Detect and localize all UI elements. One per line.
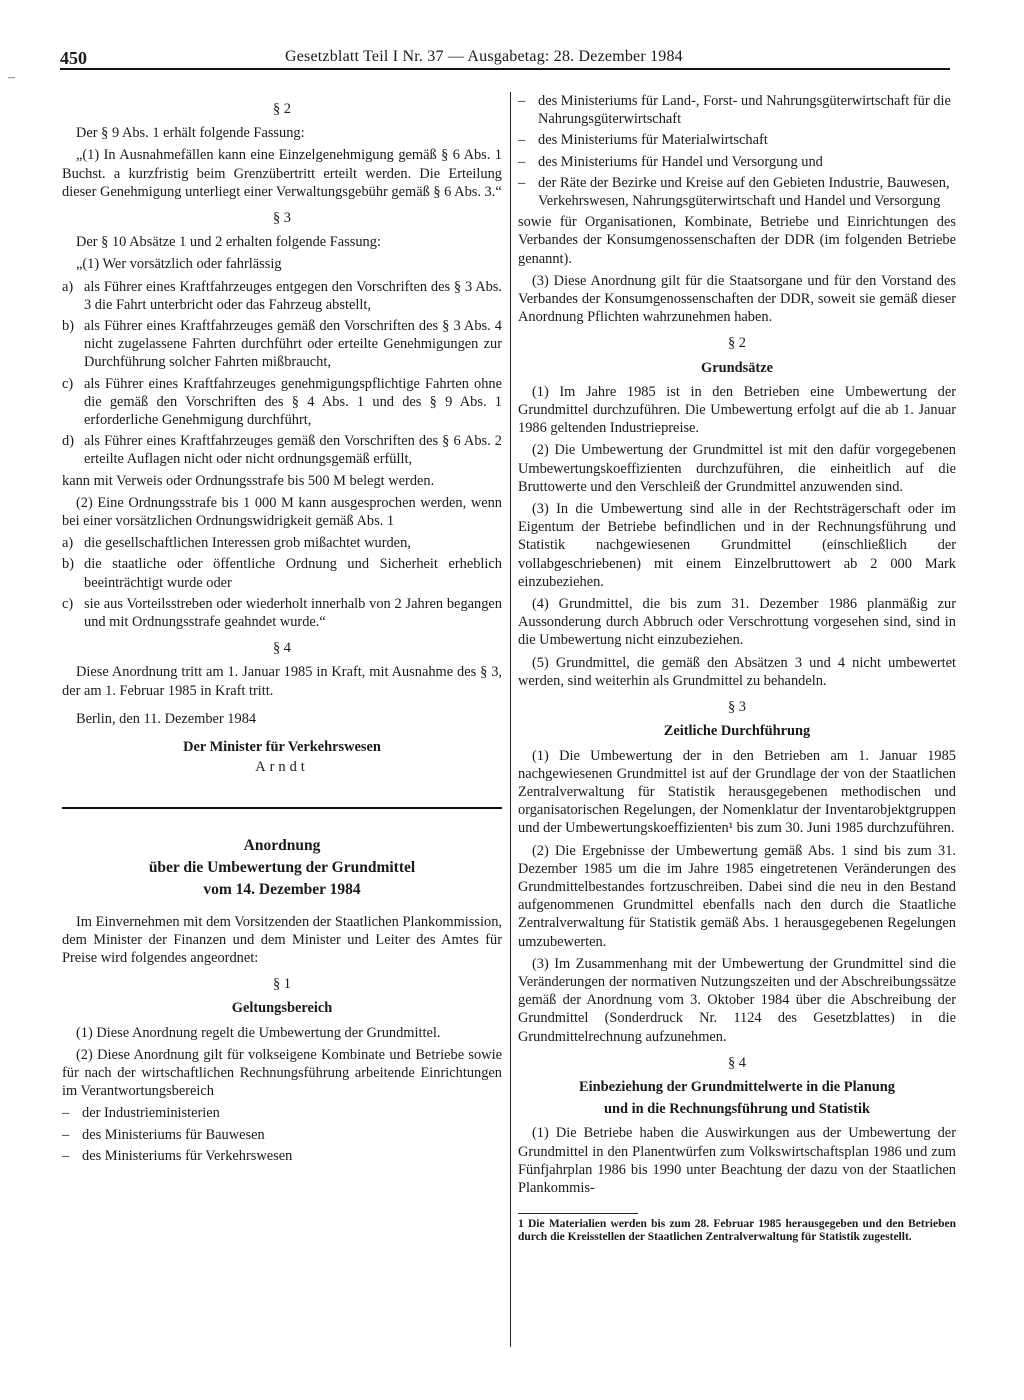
list-text: als Führer eines Kraftfahrzeuges gemäß den Vorschriften des § 3 Abs. 4 nicht zugelassene Fahrten durchführt oder erteilte Genehmigungen zur Durchführung solcher Fahrten mißbraucht, [84, 318, 502, 371]
list-item [518, 174, 956, 210]
list-text: als Führer eines Kraftfahrzeuges gemäß den Vorschriften des § 6 Abs. 2 erteilte Auflagen nicht oder nicht ordnungsgemäß erfüllt, [84, 433, 502, 468]
page-number: 450 [60, 48, 87, 68]
list-item [62, 432, 502, 468]
list-label: c) [62, 595, 74, 612]
section-number: § 1 [273, 976, 291, 993]
paragraph: (2) Eine Ordnungsstrafe bis 1 000 M kann ausgesprochen werden, wenn bei einer vorsätzlichen Ordnungswidrigkeit gemäß Abs. 1 [62, 494, 502, 530]
list-item [62, 317, 502, 372]
left-column [62, 92, 502, 1168]
list-text: als Führer eines Kraftfahrzeuges genehmigungspflichtige Fahrten ohne die gemäß den Vorschriften des § 4 Abs. 1 und des § 9 Abs. 1 erforderliche Genehmigung durchführt, [84, 375, 502, 429]
section-number: § 3 [728, 699, 746, 716]
list-text: der Industrieministerien [82, 1105, 220, 1122]
list-label: c) [62, 375, 74, 392]
list-item [62, 375, 502, 430]
section-number: § 3 [273, 210, 291, 227]
list-text: des Ministeriums für Materialwirtschaft [538, 132, 768, 149]
list-item [62, 595, 502, 631]
paragraph: Der § 9 Abs. 1 erhält folgende Fassung: [76, 125, 305, 142]
paragraph: Im Einvernehmen mit dem Vorsitzenden der Staatlichen Plankommission, dem Minister der Finanzen und dem Minister und Leiter des Amtes für Preise wird folgendes angeordnet: [62, 913, 502, 966]
section-heading-cont: und in die Rechnungsführung und Statistik [604, 1101, 870, 1118]
dash-bullet: – [518, 93, 526, 109]
right-column [518, 92, 956, 1248]
dash-bullet: – [62, 1147, 70, 1164]
dash-bullet: – [518, 153, 526, 170]
section-heading: Geltungsbereich [231, 1000, 333, 1017]
paragraph: (2) Die Ergebnisse der Umbewertung gemäß Abs. 1 sind bis zum 31. Dezember 1985 um die im Jahre 1985 eingetretenen Veränderungen des Grundmittelbestandes fortzuschreiben. Dabei sind die neu in den Bestand aufgenommenen Grundmittel ebenfalls nach den durch die Staatliche Zentralverwaltung für Statistik gemäß Abs. 1 herausgegebenen Regelungen umzubewerten. [518, 842, 956, 950]
paragraph: sowie für Organisationen, Kombinate, Betriebe und Einrichtungen des Verbandes der Konsumgenossenschaften der DDR (im folgenden Betriebe genannt). [518, 214, 956, 267]
paragraph: (1) Die Betriebe haben die Auswirkungen aus der Umbewertung der Grundmittel in den Planentwürfen zum Volkswirtschaftsplan 1986 und zum Fünfjahrplan 1986 bis 1990 unter Beachtung der dazu von der Staatlichen Plankommis- [518, 1125, 956, 1196]
paragraph: (3) In die Umbewertung sind alle in der Rechtsträgerschaft oder im Eigentum der Betriebe befindlichen und in der Rechnungsführung und Statistik nachgewiesenen Grundmittel (einschließlich der vollabgeschriebenen) mit einem Einzelbruttowert ab 2 000 Mark einzubeziehen. [518, 501, 956, 590]
dash-bullet: – [518, 132, 526, 149]
paragraph: „(1) In Ausnahmefällen kann eine Einzelgenehmigung gemäß § 6 Abs. 1 Buchst. a kurzfristig beim Grenzübertritt erteilt werden. Die Erteilung dieser Genehmigung unterliegt einer Verwaltungsgebühr gemäß § 6 Abs. 3.“ [62, 147, 502, 200]
list-text: als Führer eines Kraftfahrzeuges entgegen den Vorschriften des § 3 Abs. 3 die Fahrt unterbricht oder das Fahrzeug abstellt, [84, 278, 502, 313]
ordinance-subtitle: über die Umbewertung der Grundmittel [148, 858, 416, 876]
list-item [62, 1104, 502, 1122]
list-label: a) [62, 535, 74, 552]
paragraph: kann mit Verweis oder Ordnungsstrafe bis 500 M belegt werden. [62, 472, 435, 489]
signer-name: Arndt [255, 759, 309, 776]
paragraph: (1) Diese Anordnung regelt die Umbewertung der Grundmittel. [76, 1024, 441, 1041]
ordinance-date: vom 14. Dezember 1984 [203, 880, 361, 898]
list-item [518, 153, 956, 171]
list-item [62, 278, 502, 314]
paragraph: Diese Anordnung tritt am 1. Januar 1985 in Kraft, mit Ausnahme des § 3, der am 1. Februar 1985 in Kraft tritt. [62, 664, 502, 699]
list-label: d) [62, 433, 74, 450]
list-item [62, 1126, 502, 1144]
paragraph: (3) Diese Anordnung gilt für die Staatsorgane und für den Vorstand des Verbandes der Konsumgenossenschaften der DDR, soweit sie gemäß dieser Anordnung Pflichten wahrzunehmen haben. [518, 272, 956, 326]
list-text: die staatliche oder öffentliche Ordnung und Sicherheit erheblich beeinträchtigt wurde oder [84, 556, 502, 591]
list-label: b) [62, 318, 74, 335]
list-item [518, 92, 956, 128]
list-label: b) [62, 556, 74, 573]
dash-bullet: – [518, 174, 526, 191]
footnote-rule [518, 1213, 638, 1214]
section-heading: Grundsätze [701, 359, 773, 376]
paragraph: (4) Grundmittel, die bis zum 31. Dezember 1986 planmäßig zur Aussonderung durch Abbruch oder Verschrottung vorgesehen sind, sind in die Umbewertung nicht einzubeziehen. [518, 596, 956, 649]
ordinance-title: Anordnung [243, 836, 321, 854]
margin-mark: – [8, 70, 15, 85]
section-number: § 2 [728, 335, 746, 352]
list-label: a) [62, 278, 74, 295]
list-text: des Ministeriums für Land-, Forst- und Nahrungsgüterwirtschaft für die Nahrungsgüterwirtschaft [538, 93, 951, 128]
paragraph: (5) Grundmittel, die gemäß den Absätzen 3 und 4 nicht umbewertet werden, sind weiterhin als Grundmittel zu behandeln. [518, 654, 956, 689]
footnote: 1 Die Materialien werden bis zum 28. Februar 1985 herausgegeben und den Betrieben durch die Kreisstellen der Staatlichen Zentralverwaltung für Statistik zugestellt. [518, 1218, 956, 1244]
paragraph: (2) Die Umbewertung der Grundmittel ist mit den dafür vorgegebenen Umbewertungskoeffizienten durchzuführen, die einheitlich auf die Bruttowerte und den Verschleiß der Grundmittel anzuwenden sind. [518, 442, 956, 495]
list-text: der Räte der Bezirke und Kreise auf den Gebieten Industrie, Bauwesen, Verkehrswesen, Nahrungsgüterwirtschaft und Handel und Versorgung [538, 174, 950, 210]
list-item [62, 555, 502, 591]
list-item [62, 534, 502, 552]
paragraph: (2) Diese Anordnung gilt für volkseigene Kombinate und Betriebe sowie für nach der wirtschaftlichen Rechnungsführung arbeitende Einrichtungen im Verantwortungsbereich [62, 1046, 502, 1100]
section-heading: Einbeziehung der Grundmittelwerte in die Planung [579, 1078, 895, 1095]
paragraph: Der § 10 Absätze 1 und 2 erhalten folgende Fassung: [76, 234, 381, 251]
section-number: § 4 [273, 640, 291, 657]
header-rule [60, 68, 950, 70]
list-text: des Ministeriums für Bauwesen [82, 1126, 265, 1143]
running-header: Gesetzblatt Teil I Nr. 37 — Ausgabetag: 28. Dezember 1984 [285, 48, 683, 65]
signer-title: Der Minister für Verkehrswesen [183, 739, 381, 756]
column-divider [510, 92, 511, 1347]
list-text: die gesellschaftlichen Interessen grob mißachtet wurden, [84, 535, 411, 552]
dash-bullet: – [62, 1105, 70, 1122]
paragraph: (1) Im Jahre 1985 ist in den Betrieben eine Umbewertung der Grundmittel durchzuführen. Die Umbewertung erfolgt auf die ab 1. Januar 1986 geltenden Industriepreise. [518, 383, 956, 437]
paragraph: (3) Im Zusammenhang mit der Umbewertung der Grundmittel sind die Veränderungen der normativen Nutzungszeiten und der Abschreibungssätze gemäß der Anordnung vom 3. Oktober 1984 über die Abschreibung der Grundmittel (Sonderdruck Nr. 1124 des Gesetzblattes) in die Grundmittelrechnung aufzunehmen. [518, 955, 956, 1045]
list-text: des Ministeriums für Handel und Versorgung und [538, 153, 823, 170]
list-text: sie aus Vorteilsstreben oder wiederholt innerhalb von 2 Jahren begangen und mit Ordnungsstrafe geahndet wurde.“ [84, 595, 502, 631]
list-item [518, 131, 956, 149]
dash-bullet: – [62, 1126, 70, 1143]
paragraph: „(1) Wer vorsätzlich oder fahrlässig [76, 256, 282, 273]
section-number: § 4 [728, 1054, 746, 1071]
section-number: § 2 [273, 101, 291, 117]
section-heading: Zeitliche Durchführung [663, 723, 811, 740]
list-text: des Ministeriums für Verkehrswesen [82, 1147, 293, 1164]
list-item [62, 1147, 502, 1165]
paragraph: (1) Die Umbewertung der in den Betrieben am 1. Januar 1985 nachgewiesenen Grundmittel ist auf der Grundlage der von der Staatlichen Zentralverwaltung für Statistik herausgegebenen methodischen und organisatorischen Regelungen, der Nomenklatur der Inventarobjektgruppen und der Umbewertungskoeffizienten¹ bis zum 30. Juni 1985 durchzuführen. [518, 747, 956, 837]
place-date: Berlin, den 11. Dezember 1984 [76, 710, 257, 727]
section-separator [62, 807, 502, 809]
